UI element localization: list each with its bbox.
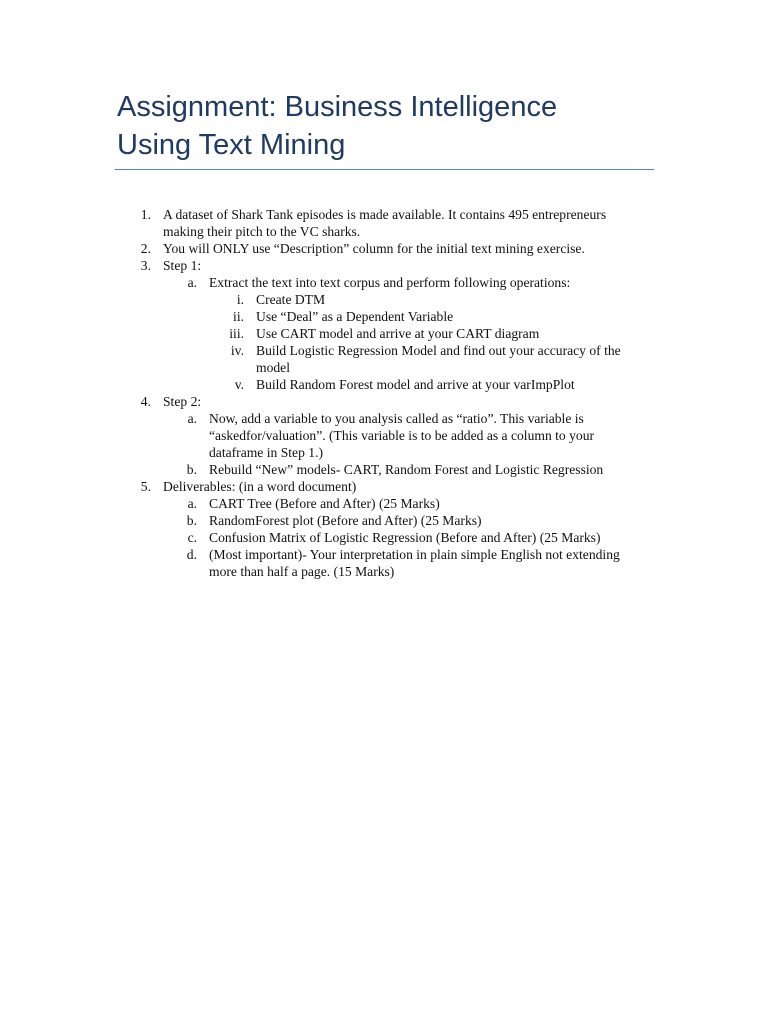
list-marker: a. bbox=[187, 411, 197, 426]
list-item-text: Deliverables: (in a word document) bbox=[163, 479, 357, 494]
list-item-text: RandomForest plot (Before and After) (25 Marks) bbox=[209, 513, 482, 528]
list-marker: a. bbox=[187, 275, 197, 290]
list-item-text: Build Logistic Regression Model and find out your accuracy of the model bbox=[256, 343, 621, 375]
list-item bbox=[0, 342, 768, 376]
list-marker: 5. bbox=[140, 479, 151, 494]
list-item bbox=[0, 240, 768, 257]
list-marker: c. bbox=[187, 530, 197, 545]
title-line-1: Assignment: Business Intelligence bbox=[117, 91, 558, 123]
list-marker: iv. bbox=[230, 343, 244, 358]
list-marker: 4. bbox=[140, 394, 151, 409]
list-marker: 3. bbox=[140, 258, 151, 273]
list-item bbox=[0, 291, 768, 308]
list-item-text: Use “Deal” as a Dependent Variable bbox=[256, 309, 454, 324]
list-marker: ii. bbox=[233, 309, 244, 324]
list-item-text: You will ONLY use “Description” column for the initial text mining exercise. bbox=[163, 241, 585, 256]
list-item bbox=[0, 512, 768, 529]
list-item bbox=[0, 257, 768, 274]
list-item bbox=[0, 461, 768, 478]
list-item bbox=[0, 206, 768, 240]
list-item bbox=[0, 376, 768, 393]
document-title bbox=[117, 88, 657, 164]
list-item-text: Rebuild “New” models- CART, Random Forest and Logistic Regression bbox=[209, 462, 604, 477]
list-item bbox=[0, 529, 768, 546]
title-underline bbox=[115, 169, 654, 170]
list-marker: b. bbox=[186, 513, 197, 528]
list-item-text: A dataset of Shark Tank episodes is made available. It contains 495 entrepreneurs making their pitch to the VC sharks. bbox=[163, 207, 607, 239]
list-item-text: Step 2: bbox=[163, 394, 202, 409]
list-marker: 2. bbox=[140, 241, 151, 256]
list-item bbox=[0, 325, 768, 342]
list-item bbox=[0, 393, 768, 410]
assignment-list bbox=[0, 206, 768, 580]
list-item-text: (Most important)- Your interpretation in plain simple English not extending more than half a page. (15 Marks) bbox=[209, 547, 620, 579]
list-item bbox=[0, 546, 768, 580]
list-marker: v. bbox=[234, 377, 244, 392]
list-marker: iii. bbox=[229, 326, 244, 341]
list-marker: 1. bbox=[140, 207, 151, 222]
list-marker: a. bbox=[187, 496, 197, 511]
list-marker: d. bbox=[186, 547, 197, 562]
list-item bbox=[0, 478, 768, 495]
list-item-text: Create DTM bbox=[256, 292, 326, 307]
list-item-text: Build Random Forest model and arrive at your varImpPlot bbox=[256, 377, 575, 392]
list-item bbox=[0, 410, 768, 461]
list-item-text: CART Tree (Before and After) (25 Marks) bbox=[209, 496, 440, 511]
list-item-text: Confusion Matrix of Logistic Regression (Before and After) (25 Marks) bbox=[209, 530, 601, 545]
list-item-text: Step 1: bbox=[163, 258, 202, 273]
list-item-text: Extract the text into text corpus and perform following operations: bbox=[209, 275, 571, 290]
list-marker: b. bbox=[186, 462, 197, 477]
list-marker: i. bbox=[236, 292, 244, 307]
title-line-2: Using Text Mining bbox=[117, 129, 346, 161]
list-item bbox=[0, 274, 768, 291]
list-item bbox=[0, 308, 768, 325]
list-item bbox=[0, 495, 768, 512]
list-item-text: Use CART model and arrive at your CART diagram bbox=[256, 326, 540, 341]
list-item-text: Now, add a variable to you analysis called as “ratio”. This variable is “askedfor/valuation”. (This variable is to be added as a column to your dataframe in Step 1.) bbox=[209, 411, 595, 460]
